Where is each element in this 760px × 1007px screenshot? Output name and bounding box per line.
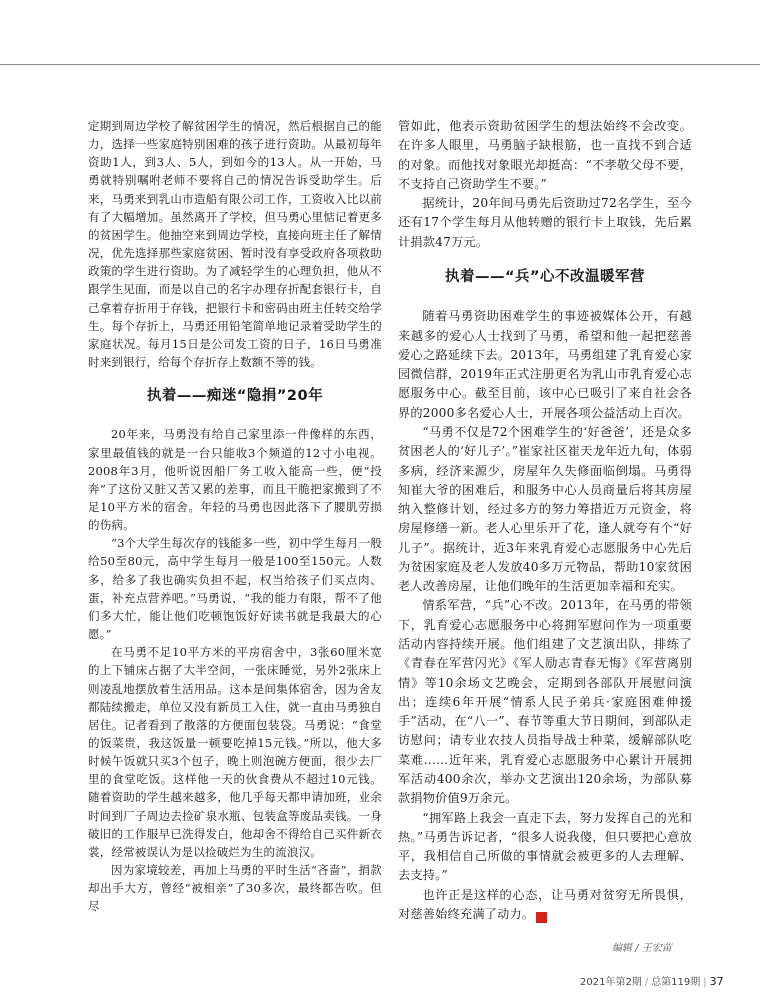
paragraph: 因为家境较差，再加上马勇的平时生活“吝啬”，捐款却出手大方，曾经“被相亲”了30多次，最终都告吹。但尽	[88, 863, 382, 914]
top-rule	[0, 64, 760, 65]
paragraph: 20年来，马勇没有给自己家里添一件像样的东西，家里最值钱的就是一台只能收3个频道的12寸小电视。2008年3月，他听说因船厂务工收入能高一些，便“投奔”了这份又脏又苦又累的差事，而且干脆把家搬到了不足10平方米的宿舍。年轻的马勇也因此落下了腰肌劳损的伤病。	[88, 427, 382, 533]
closing-text: 也许正是这样的心态，让马勇对贫穷无所畏惧，对慈善始终充满了动力。	[398, 887, 692, 921]
paragraph: 随着马勇资助困难学生的事迹被媒体公开，有越来越多的爱心人士找到了马勇，希望和他一起把慈善爱心之路延续下去。2013年，马勇组建了乳育爱心家园微信群，2019年正式注册更名为乳山市乳育爱心志愿服务中心。截至目前，该中心已吸引了来自社会各界的2000多名爱心人士，开展各项公益活动上百次。	[398, 309, 692, 420]
end-mark-icon: G	[536, 912, 547, 923]
paragraph: 在马勇不足10平方米的平房宿舍中，3张60厘米宽的上下铺床占据了大半空间，一张床睡觉，另外2张床上则凌乱地摆放着生活用品。这本是间集体宿舍，因为舍友都陆续搬走，单位又没有新员工入住，就一直由马勇独自居住。记者看到了散落的方便面包装袋。马勇说：“食堂的饭菜贵，我这饭量一顿要吃掉15元钱。”所以，他大多时候午饭就只买3个包子，晚上则泡碗方便面，很少去厂里的食堂吃饭。这样他一天的伙食费从不超过10元钱。随着资助的学生越来越多，他几乎每天都申请加班，业余时间到厂子周边去捡矿泉水瓶、包装盒等废品卖钱。一身破旧的工作服早已洗得发白，他却舍不得给自己买件新衣裳，经常被误认为是以捡破烂为生的流浪汉。	[88, 645, 382, 859]
paragraph: 定期到周边学校了解贫困学生的情况，然后根据自己的能力，选择一些家庭特别困难的孩子进行资助。从最初每年资助1人，到3人、5人，到如今的13人。从一开始，马勇就特别嘱咐老师不要将自己的情况告诉受助学生。后来，马勇来到乳山市造船有限公司工作，工资收入比以前有了大幅增加。虽然离开了学校，但马勇心里惦记着更多的贫困学生。他抽空来到周边学校，直接向班主任了解情况，优先选择那些家庭贫困、暂时没有享受政府各项救助政策的学生进行资助。为了减轻学生的心理负担，他从不跟学生见面，而是以自己的名字办理存折配套银行卡，自己拿着存折用于存钱，把银行卡和密码由班主任转交给学生。每个存折上，马勇还用铅笔简单地记录着受助学生的家庭状况。每月15日是公司发工资的日子，16日马勇准时来到银行，给每个存折存上数额不等的钱。	[88, 119, 382, 370]
closing-paragraph	[398, 886, 692, 925]
footer-separator: |	[703, 977, 707, 988]
page-number: 37	[709, 975, 724, 988]
paragraph: 管如此，他表示资助贫困学生的想法始终不会改变。在许多人眼里，马勇脑子缺根筋，也一直找不到合适的对象。而他找对象眼光却挺高：“不孝敬父母不要，不支持自己资助学生不要。”	[398, 119, 692, 191]
paragraph: 据统计，20年间马勇先后资助过72名学生，至今还有17个学生每月从他转赠的银行卡上取钱，先后累计捐款47万元。	[398, 196, 692, 249]
paragraph: “马勇不仅是72个困难学生的‘好爸爸’，还是众多贫困老人的‘好儿子’。”崔家社区崔天龙年近九旬，体弱多病，经济来源少，房屋年久失修面临倒塌。马勇得知崔大爷的困难后，和服务中心人员商量后将其房屋纳入整修计划，经过多方的努力筹措近万元资金，将房屋修缮一新。老人心里乐开了花，逢人就夸有个“好儿子”。据统计，近3年来乳育爱心志愿服务中心先后为贫困家庭及老人发放40多万元物品，帮助10家贫困老人改善房屋，让他们晚年的生活更加幸福和充实。	[398, 424, 692, 594]
section-heading: 执着——痴迷“隐捐”20年	[146, 388, 324, 405]
right-column	[398, 117, 692, 924]
editor-credit: 编辑 / 王宏苗	[612, 943, 672, 954]
issue-label: 2021年第2期	[580, 977, 642, 988]
footer-separator: /	[644, 977, 649, 988]
paragraph: “拥军路上我会一直走下去，努力发挥自己的光和热。”马勇告诉记者，“很多人说我傻，但只要把心意放平，我相信自己所做的事情就会被更多的人去理解、去支持。”	[398, 810, 692, 883]
paragraph: 情系军营，“兵”心不改。2013年，在马勇的带领下，乳育爱心志愿服务中心将拥军慰问作为一项重要活动内容持续开展。他们组建了文艺演出队，排练了《青春在军营闪光》《军人励志青春无悔》《军营离别情》等10余场文艺晚会，定期到各部队开展慰问演出；连续6年开展“情系人民子弟兵·家庭困难伸援手”活动，在“八一”、春节等重大节日期间，到部队走访慰问；请专业农技人员指导战士种菜，缓解部队吃菜难……近年来，乳育爱心志愿服务中心累计开展拥军活动400余次，举办文艺演出120余场，为部队募款捐物价值9万余元。	[398, 598, 692, 806]
paragraph: “3个大学生每次存的钱能多一些，初中学生每月一般给50至80元，高中学生每月一般是100至150元。人数多，给多了我也确实负担不起，权当给孩子们买点肉、蛋，补充点营养吧。”马勇说，“我的能力有限，帮不了他们多大忙，能让他们吃顿饱饭好好读书就是我最大的心愿。”	[88, 536, 382, 642]
section-heading: 执着——“兵”心不改温暖军营	[444, 268, 646, 285]
left-column	[88, 117, 382, 916]
page-footer	[580, 973, 724, 988]
total-issue-label: 总第119期	[651, 977, 701, 988]
